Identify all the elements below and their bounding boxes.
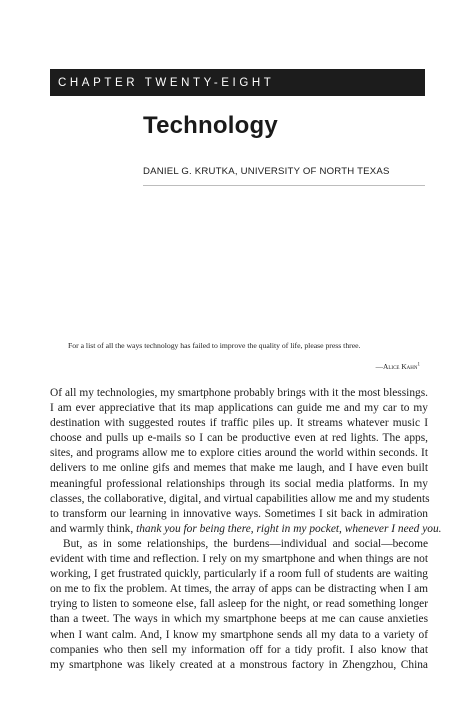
author-divider <box>143 185 425 186</box>
epigraph-quote: For a list of all the ways technology has failed to improve the quality of life, please press three. <box>68 341 361 350</box>
text-line: to transform our learning in innovative ways. Sometimes I sit back in admiration <box>50 507 428 520</box>
text-line: I am ever appreciative that its map applications can guide me and my car to my <box>50 402 428 415</box>
text-line: classes, the collaborative, digital, and virtual capabilities allow me and my students <box>50 492 430 505</box>
text-line: when I want calm. And, I know my smartphone sends all my data to a variety of <box>50 628 428 641</box>
text-line: delivers to me online gifs and memes that make me laugh, and I have even built <box>50 462 428 475</box>
epigraph-attribution <box>376 362 420 371</box>
body-text <box>50 386 442 673</box>
text-line: destination with suggested routes if traffic piles up. It streams whatever music I <box>50 417 428 430</box>
chapter-banner <box>50 69 425 96</box>
text-line <box>50 522 442 537</box>
paragraph-1 <box>50 386 442 537</box>
text-line: my smartphone was likely created at a monstrous factory in Zhengzhou, China <box>50 658 428 671</box>
text-line: than a tweet. The ways in which my smartphone beeps at me can cause anxieties <box>50 613 428 626</box>
text-line: meaningful professional relationships through its social media platforms. In my <box>50 477 428 490</box>
text-line: choose and pulls up e-mails so I can be productive even at red lights. The apps, <box>50 432 428 445</box>
attribution-name: Alice Kahn <box>383 362 418 371</box>
text-line: on me to fix the problem. At times, the array of apps can be distracting when I am <box>50 583 428 596</box>
text-line: evident with time and reflection. I rely on my smartphone and when things are not <box>50 553 428 566</box>
chapter-label: CHAPTER TWENTY-EIGHT <box>58 76 275 89</box>
text-line: companies who then sell my information off for a tidy profit. I also know that <box>50 643 428 656</box>
chapter-title: Technology <box>143 112 278 139</box>
text-line: trying to listen to someone else, fall asleep for the night, or read something longer <box>50 598 428 611</box>
italic-text-run: thank you for being there, right in my pocket, whenever I need you. <box>136 522 442 535</box>
text-line: working, I get frustrated quickly, particularly if a room full of students are waiting <box>50 568 428 581</box>
text-line: Of all my technologies, my smartphone probably brings with it the most blessings. <box>50 387 428 399</box>
author-affiliation: DANIEL G. KRUTKA, UNIVERSITY OF NORTH TEXAS <box>143 166 390 177</box>
text-line: sites, and programs allow me to explore cities around the world within seconds. It <box>50 447 428 460</box>
text-line: But, as in some relationships, the burdens—individual and social—become <box>63 537 428 550</box>
attribution-dash: — <box>375 362 384 371</box>
footnote-marker: 1 <box>417 362 420 368</box>
text-run: and warmly think, <box>50 522 137 535</box>
paragraph-2 <box>50 537 428 673</box>
